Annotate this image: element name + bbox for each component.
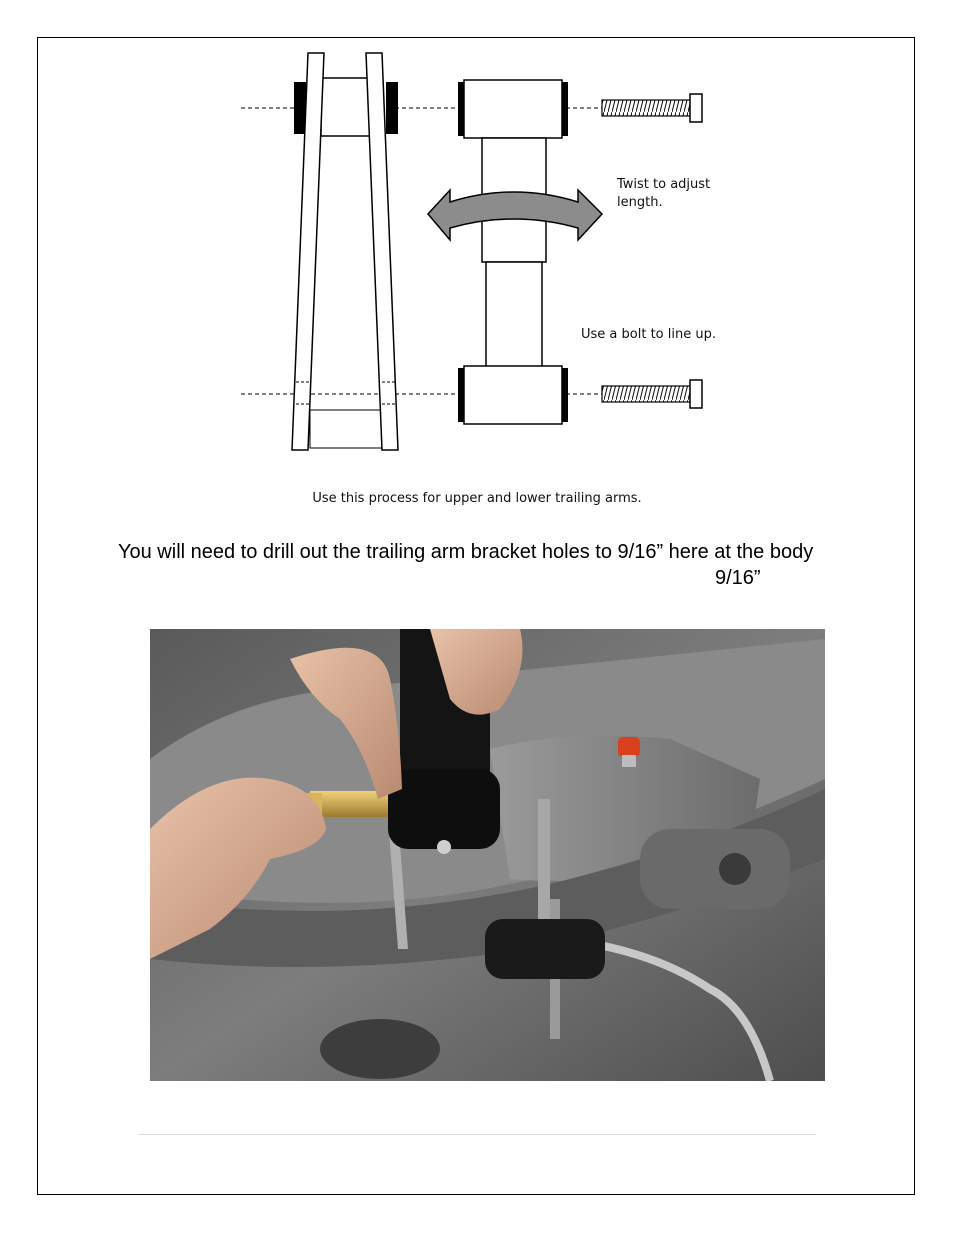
twist-label-line1: Twist to adjust	[617, 177, 711, 192]
measurement-label: 9/16”	[715, 567, 761, 589]
footer-divider	[138, 1134, 816, 1135]
trailing-arm-diagram	[236, 48, 716, 468]
bolt-icon	[602, 380, 702, 408]
twist-label-line2: length.	[617, 195, 663, 210]
original-arm	[292, 53, 398, 450]
adjustable-arm	[458, 80, 568, 424]
installation-photo	[150, 629, 825, 1081]
diagram-drawing	[236, 48, 716, 468]
bolt-label: Use a bolt to line up.	[581, 327, 716, 342]
bolt-icon	[602, 94, 702, 122]
instruction-text: You will need to drill out the trailing arm bracket holes to 9/16” here at the body	[118, 541, 814, 563]
photo-drawing	[150, 629, 825, 1081]
diagram-caption: Use this process for upper and lower trailing arms.	[312, 491, 642, 506]
